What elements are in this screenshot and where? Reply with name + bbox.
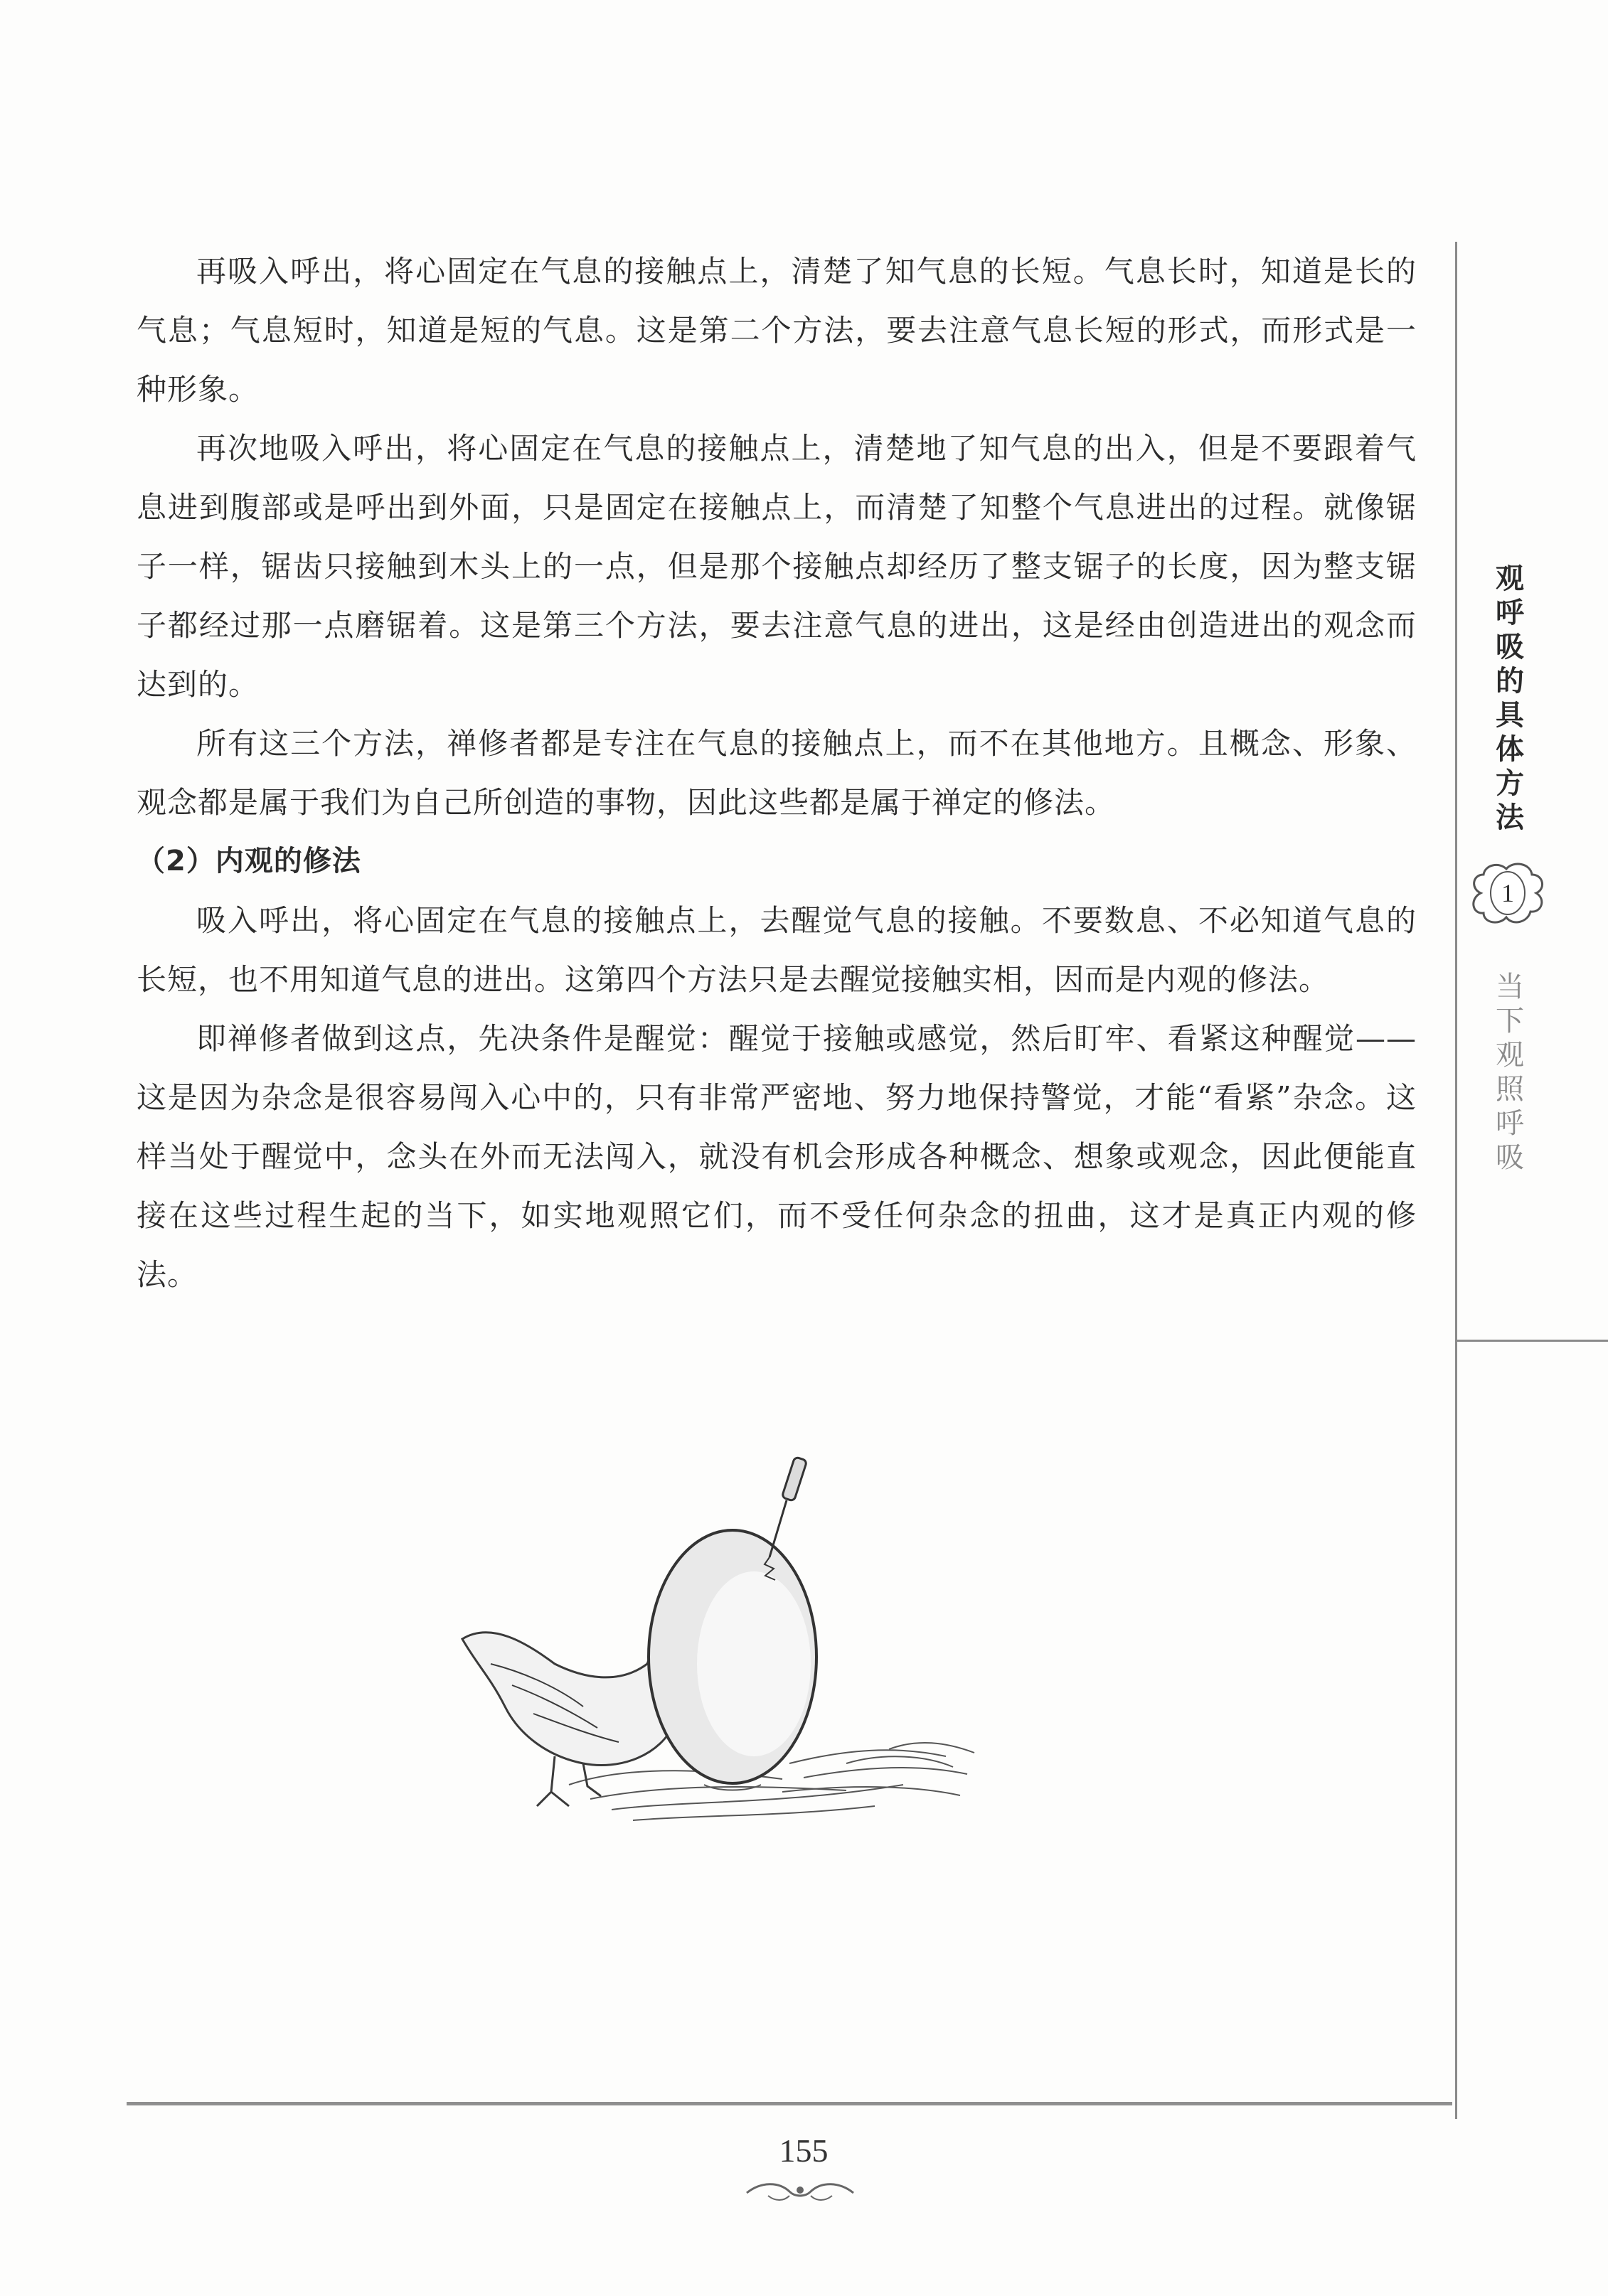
section-title: 当下观照呼吸 xyxy=(1496,971,1524,1174)
paragraph-1: 再吸入呼出，将心固定在气息的接触点上，清楚了知气息的长短。气息长时，知道是长的气息；气息短时，知道是短的气息。这是第二个方法，要去注意气息长短的形式，而形式是一种形象。 xyxy=(137,254,1417,407)
hen-egg-illustration xyxy=(448,1451,1053,1877)
scroll-ornament-icon xyxy=(740,2174,861,2207)
paragraph-5: 即禅修者做到这点，先决条件是醒觉：醒觉于接触或感觉，然后盯牢、看紧这种醒觉——这是因为杂念是很容易闯入心中的，只有非常严密地、努力地保持警觉，才能“看紧”杂念。这样当处于醒觉中，念头在外而无法闯入，就没有机会形成各种概念、想象或观念，因此便能直接在这些过程生起的当下，如实地观照它们，而不受任何杂念的扭曲，这才是真正内观的修法。 xyxy=(137,1021,1417,1292)
side-vertical-rule xyxy=(1455,242,1457,2119)
paragraph-2: 再次地吸入呼出，将心固定在气息的接触点上，清楚地了知气息的出入，但是不要跟着气息进到腹部或是呼出到外面，只是固定在接触点上，而清楚了知整个气息进出的过程。就像锯子一样，锯齿只接触到木头上的一点，但是那个接触点却经历了整支锯子的长度，因为整支锯子都经过那一点磨锯着。这是第三个方法，要去注意气息的进出，这是经由创造进出的观念而达到的。 xyxy=(137,431,1417,702)
chapter-number-badge xyxy=(1466,858,1549,929)
bottom-rule xyxy=(127,2102,1452,2105)
paragraph-3: 所有这三个方法，禅修者都是专注在气息的接触点上，而不在其他地方。且概念、形象、观念都是属于我们为自己所创造的事物，因此这些都是属于禅定的修法。 xyxy=(137,726,1417,820)
paragraph-4: 吸入呼出，将心固定在气息的接触点上，去醒觉气息的接触。不要数息、不必知道气息的长短，也不用知道气息的进出。这第四个方法只是去醒觉接触实相，因而是内观的修法。 xyxy=(137,903,1417,997)
egg-drawing xyxy=(649,1530,816,1790)
section-heading: （2）内观的修法 xyxy=(137,845,361,877)
chapter-number: 1 xyxy=(1501,879,1514,907)
side-horizontal-rule xyxy=(1455,1340,1608,1342)
chapter-title: 观呼吸的具体方法 xyxy=(1496,562,1524,834)
main-text xyxy=(137,242,1417,1304)
page-number: 155 xyxy=(779,2132,829,2169)
